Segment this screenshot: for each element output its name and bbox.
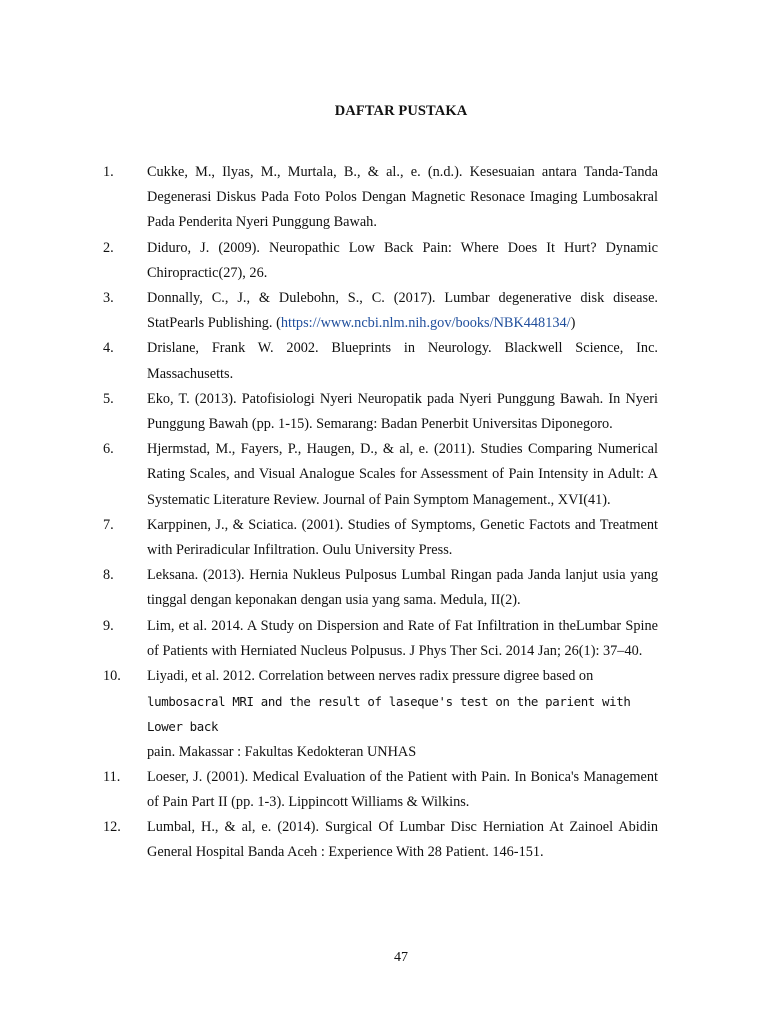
reference-number: 11. — [103, 768, 121, 785]
reference-text: Lumbal, H., & al, e. (2014). Surgical Of Lumbar Disc Herniation At Zainoel Abidin General Hospital Banda Aceh : Experience With 28 Patient. 146-151. — [147, 819, 658, 861]
reference-text — [147, 664, 658, 765]
reference-text: Cukke, M., Ilyas, M., Murtala, B., & al., e. (n.d.). Kesesuaian antara Tanda-Tanda Degenerasi Diskus Pada Foto Polos Dengan Magnetic Resonace Imaging Lumbosakral Pada Penderita Nyeri Punggung Bawah. — [147, 164, 658, 231]
reference-text: Diduro, J. (2009). Neuropathic Low Back Pain: Where Does It Hurt? Dynamic Chiropractic(27), 26. — [147, 239, 658, 281]
reference-number: 5. — [103, 390, 114, 407]
reference-list — [0, 160, 768, 866]
reference-text-line: pain. Makassar : Fakultas Kedokteran UNHAS — [147, 743, 417, 760]
reference-item — [0, 236, 658, 286]
reference-text: Drislane, Frank W. 2002. Blueprints in Neurology. Blackwell Science, Inc. Massachusetts. — [147, 340, 658, 382]
reference-text: Hjermstad, M., Fayers, P., Haugen, D., & al, e. (2011). Studies Comparing Numerical Rating Scales, and Visual Analogue Scales for Assessment of Pain Intensity in Adult: A Systematic Literature Review. Journal of Pain Symptom Management., XVI(41). — [147, 441, 658, 508]
reference-text: Eko, T. (2013). Patofisiologi Nyeri Neuropatik pada Nyeri Punggung Bawah. In Nyeri Punggung Bawah (pp. 1-15). Semarang: Badan Penerbit Universitas Diponegoro. — [147, 390, 658, 433]
reference-number: 1. — [103, 164, 114, 180]
reference-url-link[interactable]: https://www.ncbi.nlm.nih.gov/books/NBK448134/ — [280, 315, 571, 332]
reference-text — [147, 286, 658, 336]
reference-text: Leksana. (2013). Hernia Nukleus Pulposus Lumbal Ringan pada Janda lanjut usia yang tinggal dengan keponakan dengan usia yang sama. Medula, II(2). — [147, 567, 658, 609]
reference-number: 8. — [103, 567, 114, 584]
reference-number: 3. — [103, 290, 114, 307]
reference-number: 6. — [103, 441, 114, 458]
reference-item — [0, 563, 658, 613]
reference-text: Loeser, J. (2001). Medical Evaluation of the Patient with Pain. In Bonica's Management of Pain Part II (pp. 1-3). Lippincott Williams & Wilkins. — [147, 768, 658, 811]
reference-item — [0, 765, 658, 815]
reference-item — [0, 336, 658, 386]
reference-item — [0, 286, 658, 336]
page-title: DAFTAR PUSTAKA — [334, 103, 468, 119]
reference-item — [0, 664, 658, 765]
reference-number: 7. — [103, 516, 114, 533]
reference-number: 2. — [103, 239, 114, 256]
reference-text-line-mono: lumbosacral MRI and the result of laseque's test on the parient with Lower back — [147, 694, 631, 735]
reference-number: 9. — [103, 617, 114, 634]
reference-number: 4. — [103, 340, 114, 357]
reference-text-before: Donnally, C., J., & Dulebohn, S., C. (2017). Lumbar degenerative disk disease. StatPearls Publishing. ( — [147, 290, 658, 332]
reference-item — [0, 513, 658, 563]
reference-item — [0, 815, 658, 865]
reference-text: Lim, et al. 2014. A Study on Dispersion and Rate of Fat Infiltration in theLumbar Spine of Patients with Herniated Nucleus Polpusus. J Phys Ther Sci. 2014 Jan; 26(1): 37–40. — [147, 617, 658, 659]
reference-item — [0, 387, 658, 437]
reference-text: Karppinen, J., & Sciatica. (2001). Studies of Symptoms, Genetic Factots and Treatment with Periradicular Infiltration. Oulu University Press. — [147, 516, 658, 559]
reference-number: 10. — [103, 668, 121, 685]
reference-text-line: Liyadi, et al. 2012. Correlation between nerves radix pressure digree based on — [147, 668, 594, 685]
reference-text-after: ) — [570, 315, 576, 332]
reference-number: 12. — [103, 819, 121, 836]
page-number: 47 — [394, 950, 408, 965]
reference-item — [0, 160, 658, 236]
reference-item — [0, 437, 658, 513]
reference-item — [0, 614, 658, 664]
